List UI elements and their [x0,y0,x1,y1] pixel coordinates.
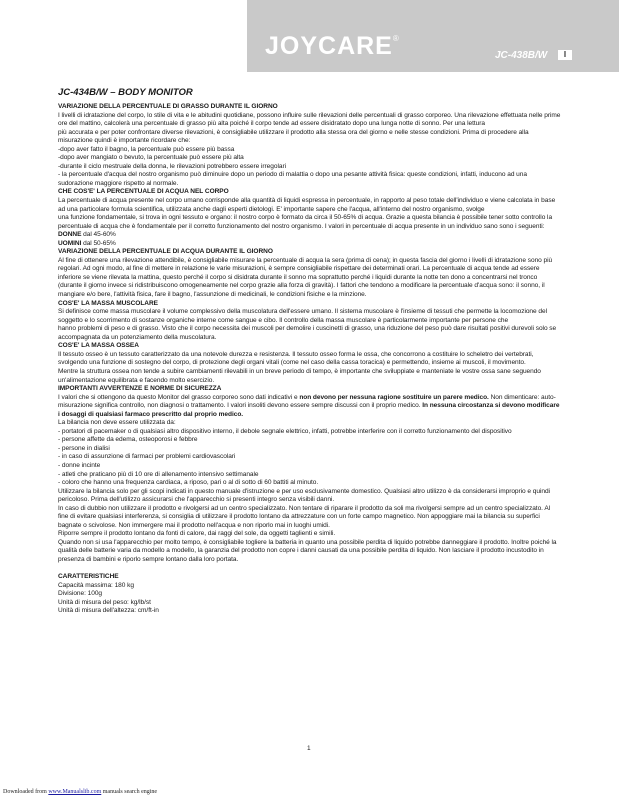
brand-logo: JOYCARE® [265,32,400,60]
paragraph: - donne incinte [58,461,101,469]
manualslib-link[interactable]: www.Manualslib.com [48,789,102,795]
page-title: JC-434B/W – BODY MONITOR [58,87,193,98]
paragraph: una funzione fondamentale, si trova in ogni tessuto e organo: il nostro corpo è formato da circa il 50-65% di acqua. Grazie a questa bilancia è possibile tener sotto controllo la percentuale di acqua che è fondamentale per il corretto funzionamento del nostro organismo. I valori in percentuale di acqua presente in un individuo sano sono i seguenti: [58,214,553,230]
paragraph: Il tessuto osseo è un tessuto caratterizzato da una notevole durezza e resistenza. Il tessuto osseo forma le ossa, che concorrono a costituire lo scheletro dei vertebrati, svolgendo una funzione di sostegno del corpo, di protezione degli organi vitali (come nel caso della cassa toracica) e permettendo, insieme ai muscoli, il movimento. [58,350,534,367]
paragraph: Quando non si usa l'apparecchio per molto tempo, è consigliabile togliere la batteria in quanto una possibile perdita di liquido potrebbe danneggiare il prodotto. Inoltre poiché la qualità delle batterie varia da modello a modello, la garanzia del prodotto non copre i danni causati da una possibile perdita di liquido. Non lasciare il prodotto incustodito in presenza di bambini e riporlo sempre lontano dalla loro portata. [58,538,557,563]
paragraph: hanno problemi di peso e di grasso. Visto che il corpo necessita dei muscoli per demolire i cuscinetti di grasso, una riduzione del peso può dare risultati positivi durevoli solo se accompagnata da un potenziamento della muscolatura. [58,325,557,341]
emphasis-text: non devono per nessuna ragione sostituire un parere medico. [299,393,489,401]
paragraph: Unità di misura del peso: kg/lb/st [58,598,151,606]
document-body [58,103,561,616]
language-badge: I [558,50,572,60]
section-heading: COS'E' LA MASSA OSSEA [58,342,139,350]
water-range-item [58,231,561,240]
paragraph: Divisione: 100g [58,590,103,598]
paragraph: In caso di dubbio non utilizzare il prodotto e rivolgersi ad un centro specializzato. Non tentare di riparare il prodotto da soli ma rivolgersi sempre ad un centro specializzato. Al fine di evitare qualsiasi interferenza, si consiglia di utilizzare il prodotto lontano da attrezzature con un forte campo magnetico. Non appoggiare mai la bilancia su superfici bagnate o scivolose. Non immergere mai il prodotto nell'acqua e non riporlo mai in luoghi umidi. [58,504,551,529]
paragraph: -dopo aver fatto il bagno, la percentuale può essere più bassa [58,145,235,153]
paragraph: Mentre la struttura ossea non tende a subire cambiamenti rilevabili in un breve periodo di tempo, è importante che sviluppiate e manteniate le vostre ossa sane seguendo un'alimentazione equilibrata e facendo molto esercizio. [58,367,541,384]
paragraph: -durante il ciclo mestruale della donna, le rilevazioni potrebbero essere irregolari [58,162,286,170]
warning-paragraph [58,394,561,420]
spacer [58,565,561,574]
emphasis-text: In nessuna circostanza si devono modificare i dosaggi di qualsiasi farmaco prescritto dal proprio medico. [58,402,560,418]
text-run: Non dimenticare: auto-misurazione significa controllo, non diagnosi o trattamento. I valori insoliti devono essere sempre discussi con il proprio medico. [58,393,556,410]
paragraph: Si definisce come massa muscolare il volume complessivo della muscolatura dell'essere umano. Il sistema muscolare è l'insieme di tessuti che permette la locomozione del soggetto e lo scorrimento di sostanze organiche interne come sangue e cibo. Il controllo della massa muscolare è particolarmente importante per persone che [58,308,547,324]
paragraph: La bilancia non deve essere utilizzata da: [58,419,176,427]
range-value: dal 45-60% [81,231,116,239]
model-number: JC-438B/W [495,50,548,61]
paragraph: Unità di misura dell'altezza: cm/ft-in [58,607,159,615]
range-value: dal 50-65% [81,239,116,247]
paragraph: - la percentuale d'acqua del nostro organismo può diminuire dopo un periodo di malattia o dopo una pesante attività fisica: queste condizioni, infatti, inducono ad una sudorazione maggiore rispetto al normale. [58,171,527,187]
paragraph: - persone affette da edema, osteoporosi e febbre [58,436,198,444]
text-run: I valori che si ottengono da questo Monitor del grasso corporeo sono dati indicativi e [58,393,300,401]
paragraph: Utilizzare la bilancia solo per gli scopi indicati in questo manuale d'istruzione e per uso esclusivamente domestico. Qualsiasi altro utilizzo è da considerarsi improprio e quindi pericoloso. Prima dell'utilizzo assicurarsi che l'apparecchio si presenti integro senza visibili danni. [58,487,550,504]
paragraph: -dopo aver mangiato o bevuto, la percentuale può essere più alta [58,154,244,162]
footer-prefix: Downloaded from [3,789,49,795]
paragraph: Capacità massima: 180 kg [58,581,134,589]
paragraph: - atleti che praticano più di 10 ore di allenamento intensivo settimanale [58,470,259,478]
water-range-item [58,240,561,249]
paragraph: Al fine di ottenere una rilevazione attendibile, è consigliabile misurare la percentuale di acqua la sera (prima di cena); in questa fascia del giorno i livelli di idratazione sono più regolari. Ad ogni modo, al fine di mettere in relazione le varie misurazioni, è sempre consigliabile rispettare dei determinati orari. La percentuale di acqua tende ad essere inferiore se viene rilevata la mattina, questo perché il corpo si disidrata durante il sonno ma soprattutto perché i liquidi durante la notte ten dono a concentrarsi nel tronco (durante il giorno invece si ridistribuiscono omogeneamente nel corpo grazie alla forza di gravità). I fattori che tendono a modificare la percentuale d'acqua sono: il sonno, il mangiare e/o bere, l'attività fisica, fare il bagno, l'assunzione di medicinali, le condizioni fisiche e la minzione. [58,256,553,299]
paragraph: più accurata e per poter confrontare diverse rilevazioni, è consigliabile utilizzare il prodotto alla stessa ora del giorno e nelle stesse condizioni. Prima di procedere alla misurazione quindi è importante ricordare che: [58,128,529,145]
section-heading: COS'E' LA MASSA MUSCOLARE [58,299,158,307]
range-label: UOMINI [58,239,82,247]
paragraph: - in caso di assunzione di farmaci per problemi cardiovascolari [58,453,236,461]
section-heading: IMPORTANTI AVVERTENZE E NORME DI SICUREZZA [58,385,222,393]
paragraph: Riporre sempre il prodotto lontano da fonti di calore, dai raggi del sole, da oggetti taglienti e simili. [58,530,336,538]
section-heading: VARIAZIONE DELLA PERCENTUALE DI GRASSO DURANTE IL GIORNO [58,103,278,110]
footer-suffix: manuals search engine [101,789,158,795]
paragraph: - coloro che hanno una frequenza cardiaca, a riposo, pari o al di sotto di 60 battiti al minuto. [58,479,319,487]
paragraph: - portatori di pacemaker o di qualsiasi altro dispositivo interno, il debole segnale elettrico, infatti, potrebbe interferire con il corretto funzionamento del dispositivo [58,427,512,435]
paragraph: La percentuale di acqua presente nel corpo umano corrisponde alla quantità di liquidi espressa in percentuale, in rapporto al peso totale dell'individuo e viene calcolata in base ad una particolare formula scientifica, utilizzata anche dagli esperti dietologi. E' importante sapere che l'acqua, all'interno del nostro organismo, svolge [58,197,556,213]
page-number: 1 [307,745,311,752]
paragraph: I livelli di idratazione del corpo, lo stile di vita e le abitudini quotidiane, possono influire sulle rilevazioni delle percentuali di grasso corporeo. Una rilevazione effettuata nelle prime ore del mattino, calcolerà una percentuale di grasso più alta poiché il corpo tende ad essere disidratato dopo una lunga notte di sonno. Per una lettura [58,111,561,128]
section-heading: CHE COS'E' LA PERCENTUALE DI ACQUA NEL CORPO [58,188,229,196]
section-heading: CARATTERISTICHE [58,573,119,581]
download-footer [3,789,157,795]
section-heading: VARIAZIONE DELLA PERCENTUALE DI ACQUA DURANTE IL GIORNO [58,248,273,256]
paragraph: - persone in dialisi [58,444,110,452]
range-label: DONNE [58,231,82,239]
